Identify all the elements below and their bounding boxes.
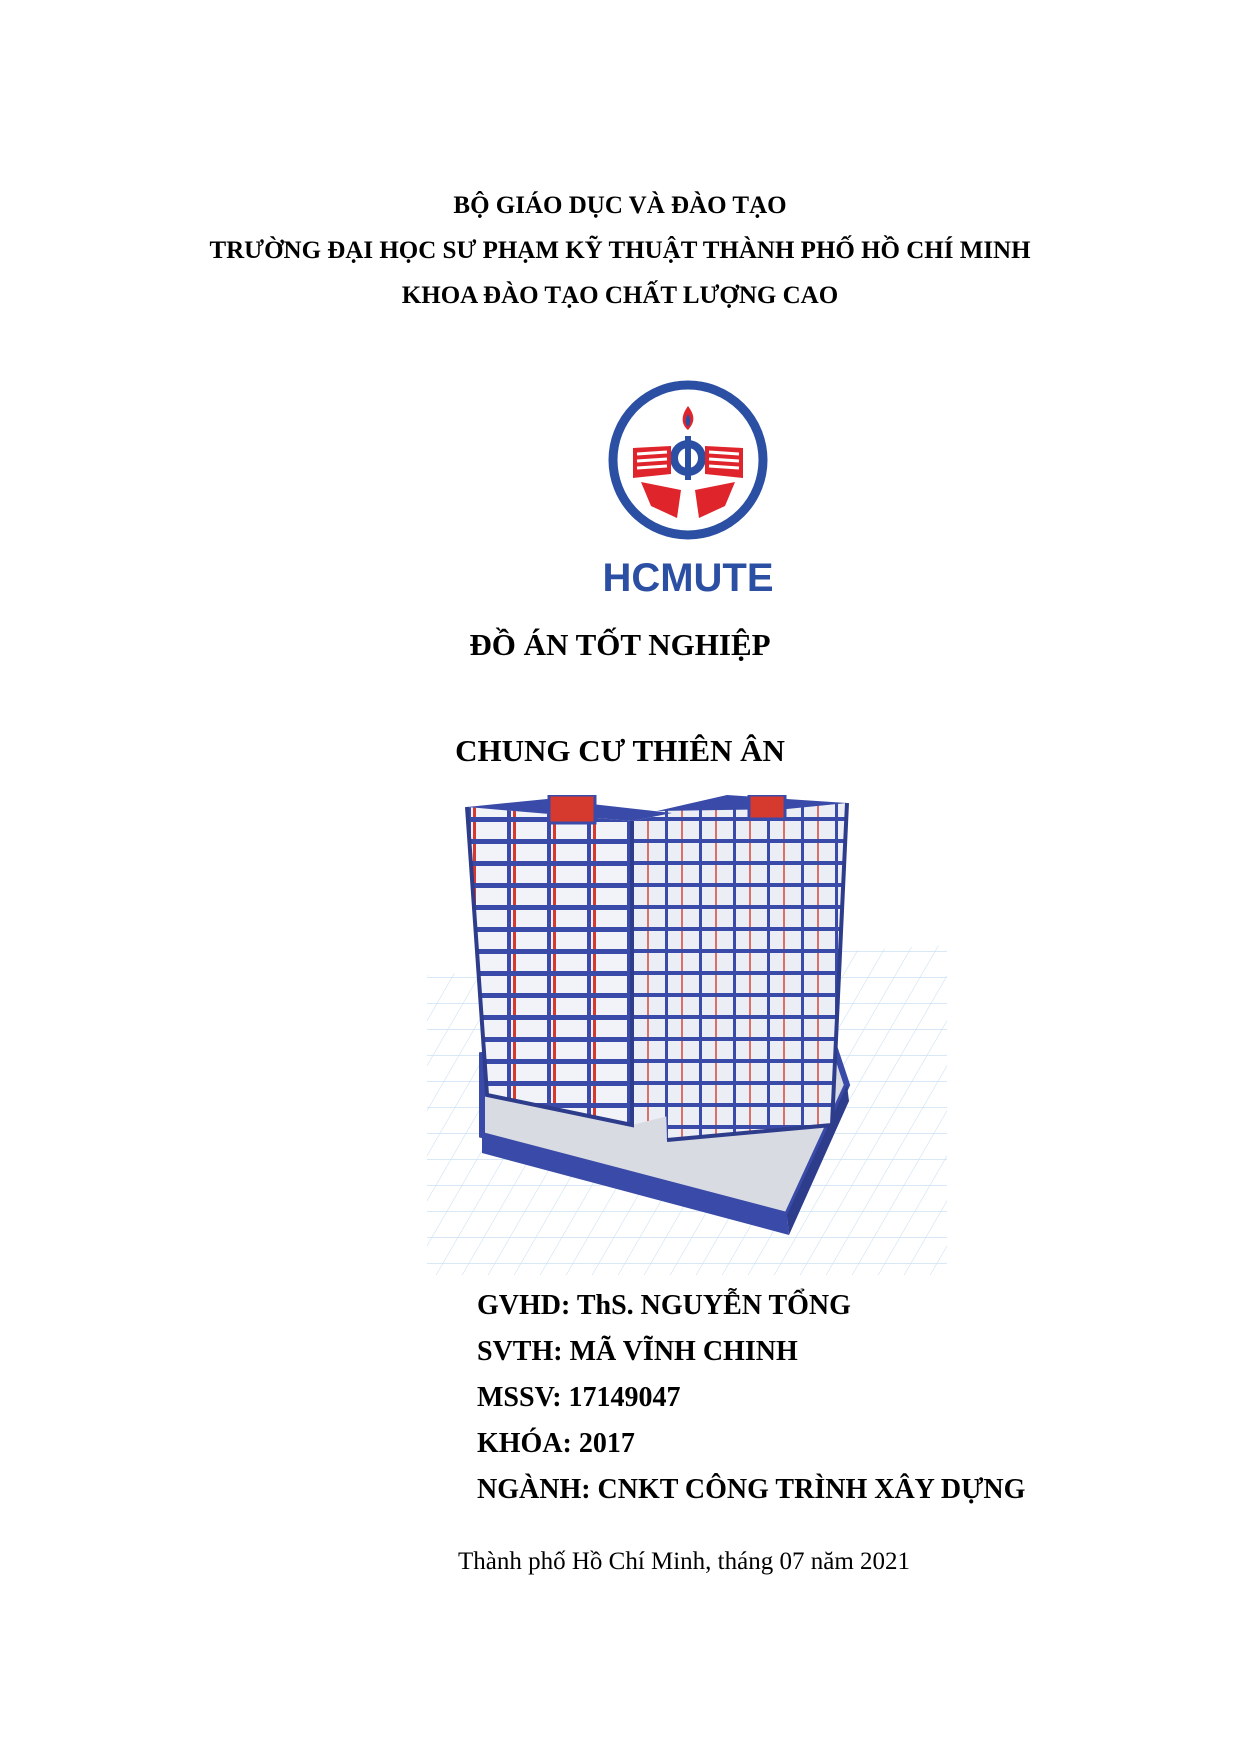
logo-text: HCMUTE [602, 556, 774, 600]
ministry-heading: BỘ GIÁO DỤC VÀ ĐÀO TẠO [453, 192, 787, 219]
student-id-line: MSSV: 17149047 [477, 1382, 681, 1413]
student-line: SVTH: MÃ VĨNH CHINH [477, 1336, 798, 1367]
cohort-line: KHÓA: 2017 [477, 1428, 635, 1459]
major-line: NGÀNH: CNKT CÔNG TRÌNH XÂY DỰNG [477, 1474, 1026, 1505]
building-structural-model-icon [427, 795, 947, 1275]
document-title: ĐỒ ÁN TỐT NGHIỆP [469, 627, 771, 662]
hcmute-logo [593, 378, 783, 608]
advisor-line: GVHD: ThS. NGUYỄN TỔNG [477, 1290, 851, 1321]
place-date-line: Thành phố Hồ Chí Minh, tháng 07 năm 2021 [457, 1548, 911, 1575]
faculty-heading: KHOA ĐÀO TẠO CHẤT LƯỢNG CAO [401, 282, 839, 309]
project-name: CHUNG CƯ THIÊN ÂN [455, 733, 785, 768]
university-heading: TRƯỜNG ĐẠI HỌC SƯ PHẠM KỸ THUẬT THÀNH PHỐ HỒ CHÍ MINH [209, 237, 1031, 264]
